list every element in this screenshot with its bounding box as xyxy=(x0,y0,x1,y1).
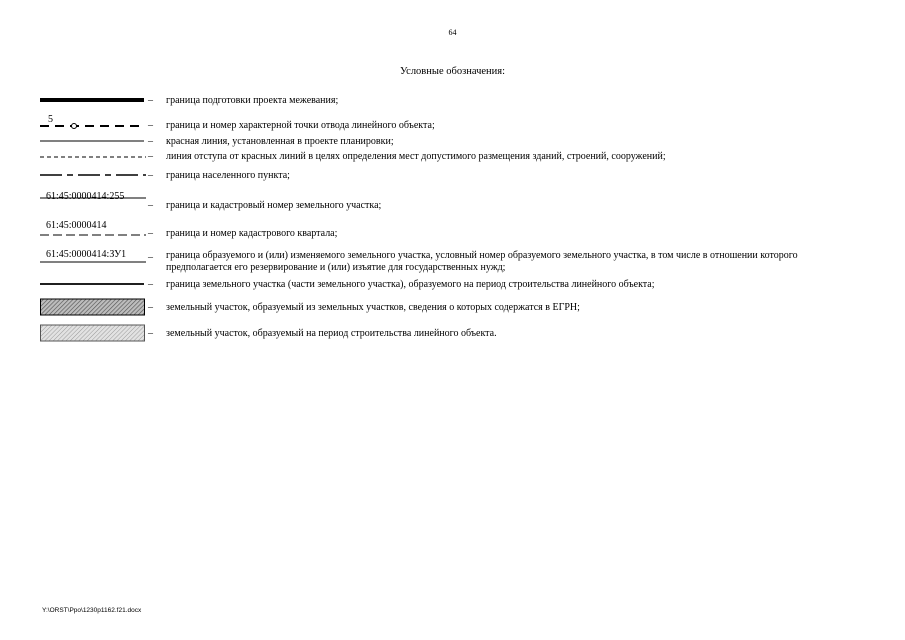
legend-item-red-line xyxy=(40,136,860,148)
legend-description: граница земельного участка (части земельного участка), образуемого на период строительства линейного объекта; xyxy=(166,279,655,290)
legend-item-setback-line xyxy=(40,151,860,163)
legend-item-land-plot xyxy=(40,191,860,211)
legend-title: Условные обозначения: xyxy=(399,66,505,77)
legend-description: граница и номер кадастрового квартала; xyxy=(166,228,338,239)
legend-description: линия отступа от красных линий в целях определения мест допустимого размещения зданий, строений, сооружений; xyxy=(166,151,666,162)
legend-item-project-boundary xyxy=(40,95,860,109)
legend-description: граница и номер характерной точки отвода линейного объекта; xyxy=(166,120,435,131)
dash: – xyxy=(148,200,153,211)
legend-description: земельный участок, образуемый из земельных участков, сведения о которых содержатся в ЕГРН; xyxy=(166,302,580,313)
dash: – xyxy=(148,120,153,131)
legend-description: граница подготовки проекта межевания; xyxy=(166,95,339,106)
dash: – xyxy=(148,95,153,106)
legend-item-settlement-boundary xyxy=(40,170,860,182)
legend-item-temporary-plot xyxy=(40,324,860,344)
legend-description: граница и кадастровый номер земельного участка; xyxy=(166,200,382,211)
page-number: 64 xyxy=(448,28,457,37)
legend-item-characteristic-point xyxy=(40,114,860,133)
cadastral-number-label: 61:45:0000414:255 xyxy=(46,191,125,202)
dash: – xyxy=(148,302,153,313)
file-path-footer: Y:\ORST\Ppo\1230p1162.f21.docx xyxy=(42,607,142,614)
dash: – xyxy=(148,151,153,162)
legend-description: красная линия, установленная в проекте планировки; xyxy=(166,136,394,147)
quarter-number-label: 61:45:0000414 xyxy=(46,220,107,231)
legend-item-formed-plot xyxy=(40,249,860,275)
dash: – xyxy=(148,170,153,181)
dash: – xyxy=(148,228,153,239)
legend-item-temporary-plot-boundary xyxy=(40,279,860,291)
formed-plot-number-label: 61:45:0000414:ЗУ1 xyxy=(46,249,127,260)
legend-description: граница населенного пункта; xyxy=(166,170,290,181)
legend-item-cadastral-quarter xyxy=(40,219,860,239)
point-number-label: 5 xyxy=(48,114,53,125)
dash: – xyxy=(148,136,153,147)
dash: – xyxy=(148,252,153,263)
dash: – xyxy=(148,328,153,339)
dash: – xyxy=(148,279,153,290)
legend-description: граница образуемого и (или) изменяемого земельного участка, условный номер образуемого земельного участка, в том числе в отношении которого предполагается его резервирование и (или) изъятие для государственных нужд; xyxy=(166,250,798,273)
legend-item-egrn-plot xyxy=(40,298,860,318)
legend-description: земельный участок, образуемый на период строительства линейного объекта. xyxy=(166,328,497,339)
